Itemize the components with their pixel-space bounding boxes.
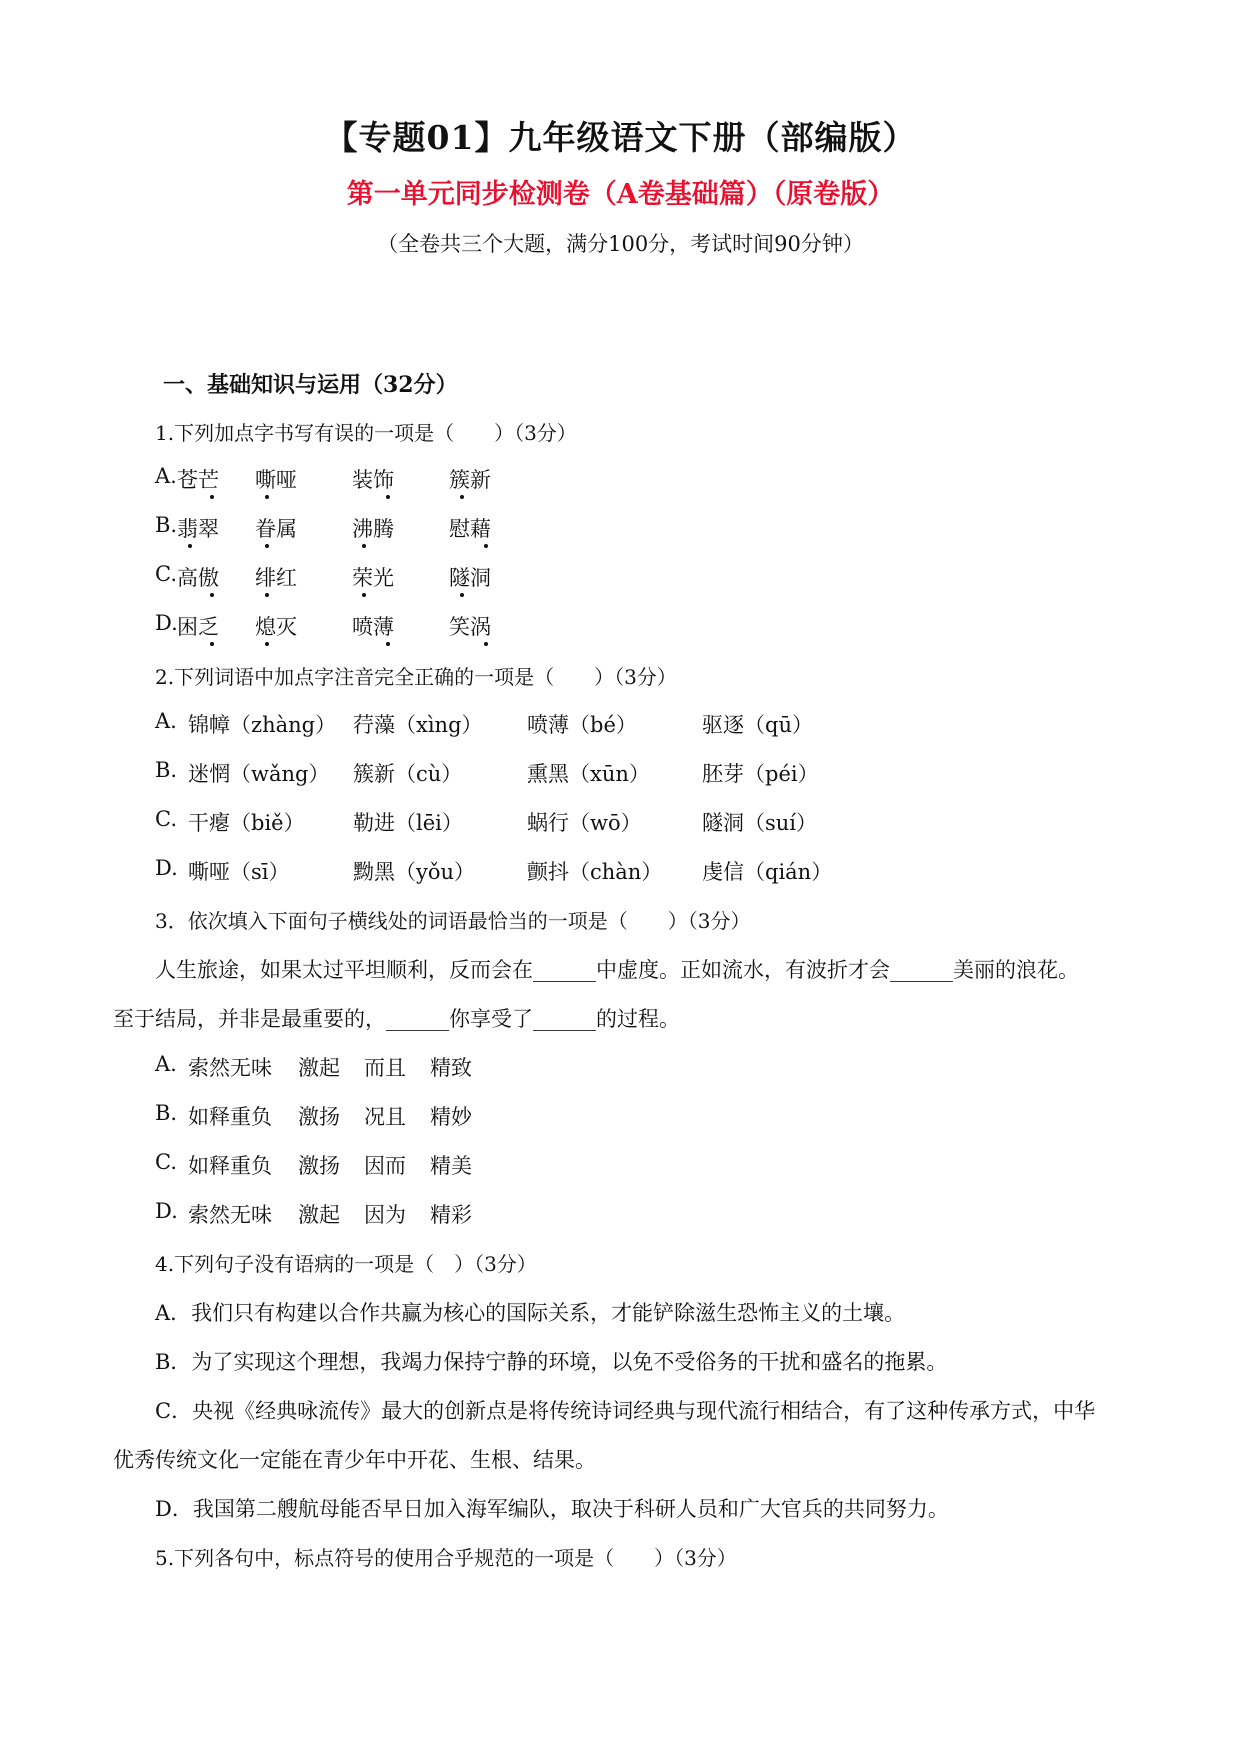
question-3-passage-line-1: 人生旅途，如果太过平坦顺利，反而会在______中虚度。正如流水，有波折才会______美丽的浪花。 xyxy=(155,958,1079,982)
option-word: 因为 xyxy=(364,1203,406,1227)
option-word: 隧洞 xyxy=(449,566,491,590)
emphasis-dot xyxy=(188,544,192,548)
emphasis-dot xyxy=(265,495,269,499)
document-subtitle: 第一单元同步检测卷（A卷基础篇）（原卷版） xyxy=(346,179,895,210)
option-word: 嘶哑 xyxy=(255,468,297,492)
emphasis-dot xyxy=(265,593,269,597)
option-word: 迷惘（wǎng） xyxy=(188,762,330,786)
question-5-stem: 5.下列各句中，标点符号的使用合乎规范的一项是（ ）（3分） xyxy=(155,1546,737,1570)
option-word: 精彩 xyxy=(430,1203,472,1227)
emphasis-dot xyxy=(386,642,390,646)
option-label: B. xyxy=(155,513,178,537)
question-1-stem: 1.下列加点字书写有误的一项是（ ）（3分） xyxy=(155,421,577,445)
document-title: 【专题01】九年级语文下册（部编版） xyxy=(324,118,917,157)
option-word: 装饰 xyxy=(352,468,394,492)
exam-note: （全卷共三个大题，满分100分，考试时间90分钟） xyxy=(377,232,864,256)
option-label: C. xyxy=(155,1150,177,1174)
option-word: 精妙 xyxy=(430,1105,472,1129)
section-heading: 一、基础知识与运用（32分） xyxy=(163,372,458,398)
option-label: A. xyxy=(155,464,177,488)
option-word: 激起 xyxy=(298,1056,340,1080)
option-label: C. xyxy=(155,807,177,831)
emphasis-dot xyxy=(210,642,214,646)
option-word: 索然无味 xyxy=(188,1056,272,1080)
option-word: 翡翠 xyxy=(177,517,219,541)
option-word: 干瘪（biě） xyxy=(188,811,305,835)
option-word: 勒进（lēi） xyxy=(353,811,463,835)
emphasis-dot xyxy=(386,495,390,499)
option-word: 嘶哑（sī） xyxy=(188,860,290,884)
option-word: 索然无味 xyxy=(188,1203,272,1227)
option-word: 笑涡 xyxy=(449,615,491,639)
option-word: 困乏 xyxy=(177,615,219,639)
emphasis-dot xyxy=(484,642,488,646)
option-word: 黝黑（yǒu） xyxy=(353,860,476,884)
option-word: 荣光 xyxy=(352,566,394,590)
option-label: B. xyxy=(155,758,178,782)
emphasis-dot xyxy=(210,495,214,499)
option-word: 激起 xyxy=(298,1203,340,1227)
option-label: D. xyxy=(155,856,178,880)
option-word: 苍芒 xyxy=(177,468,219,492)
option-word: 颤抖（chàn） xyxy=(527,860,663,884)
question-2-stem: 2.下列词语中加点字注音完全正确的一项是（ ）（3分） xyxy=(155,665,677,689)
option-word: 况且 xyxy=(364,1105,406,1129)
option-word: 绯红 xyxy=(255,566,297,590)
emphasis-dot xyxy=(362,544,366,548)
option-word: 如释重负 xyxy=(188,1105,272,1129)
q4-option-b: B．为了实现这个理想，我竭力保持宁静的环境，以免不受俗务的干扰和盛名的拖累。 xyxy=(155,1350,948,1374)
emphasis-dot xyxy=(265,642,269,646)
emphasis-dot xyxy=(484,544,488,548)
option-word: 簇新（cù） xyxy=(353,762,463,786)
option-word: 如释重负 xyxy=(188,1154,272,1178)
q4-option-c-continued: 优秀传统文化一定能在青少年中开花、生根、结果。 xyxy=(113,1448,596,1472)
emphasis-dot xyxy=(210,593,214,597)
option-word: 熄灭 xyxy=(255,615,297,639)
option-label: D. xyxy=(155,611,178,635)
emphasis-dot xyxy=(460,593,464,597)
option-word: 胚芽（péi） xyxy=(702,762,819,786)
q4-option-a: A．我们只有构建以合作共赢为核心的国际关系，才能铲除滋生恐怖主义的土壤。 xyxy=(155,1301,906,1325)
question-4-stem: 4.下列句子没有语病的一项是（ ）（3分） xyxy=(155,1252,537,1276)
option-word: 熏黑（xūn） xyxy=(527,762,650,786)
option-word: 因而 xyxy=(364,1154,406,1178)
option-word: 激扬 xyxy=(298,1154,340,1178)
option-word: 眷属 xyxy=(255,517,297,541)
option-label: B. xyxy=(155,1101,178,1125)
option-word: 激扬 xyxy=(298,1105,340,1129)
question-3-stem: 3．依次填入下面句子横线处的词语最恰当的一项是（ ）（3分） xyxy=(155,909,751,933)
option-word: 精致 xyxy=(430,1056,472,1080)
option-label: A. xyxy=(155,709,177,733)
q4-option-c: C．央视《经典咏流传》最大的创新点是将传统诗词经典与现代流行相结合，有了这种传承方式，中华 xyxy=(155,1399,1096,1423)
option-word: 荇藻（xìng） xyxy=(353,713,483,737)
option-word: 簇新 xyxy=(449,468,491,492)
q4-option-d: D．我国第二艘航母能否早日加入海军编队，取决于科研人员和广大官兵的共同努力。 xyxy=(155,1497,949,1521)
option-word: 驱逐（qū） xyxy=(702,713,813,737)
option-word: 喷薄 xyxy=(352,615,394,639)
option-label: D. xyxy=(155,1199,178,1223)
emphasis-dot xyxy=(362,593,366,597)
question-3-passage-line-2: 至于结局，并非是最重要的，______你享受了______的过程。 xyxy=(113,1007,680,1031)
option-label: A. xyxy=(155,1052,177,1076)
option-word: 慰藉 xyxy=(449,517,491,541)
option-word: 沸腾 xyxy=(352,517,394,541)
option-word: 而且 xyxy=(364,1056,406,1080)
option-word: 高傲 xyxy=(177,566,219,590)
option-word: 喷薄（bé） xyxy=(527,713,637,737)
option-word: 虔信（qián） xyxy=(702,860,833,884)
option-word: 隧洞（suí） xyxy=(702,811,818,835)
emphasis-dot xyxy=(460,495,464,499)
option-word: 精美 xyxy=(430,1154,472,1178)
option-word: 蜗行（wō） xyxy=(527,811,642,835)
option-label: C. xyxy=(155,562,177,586)
emphasis-dot xyxy=(265,544,269,548)
option-word: 锦幛（zhàng） xyxy=(188,713,337,737)
